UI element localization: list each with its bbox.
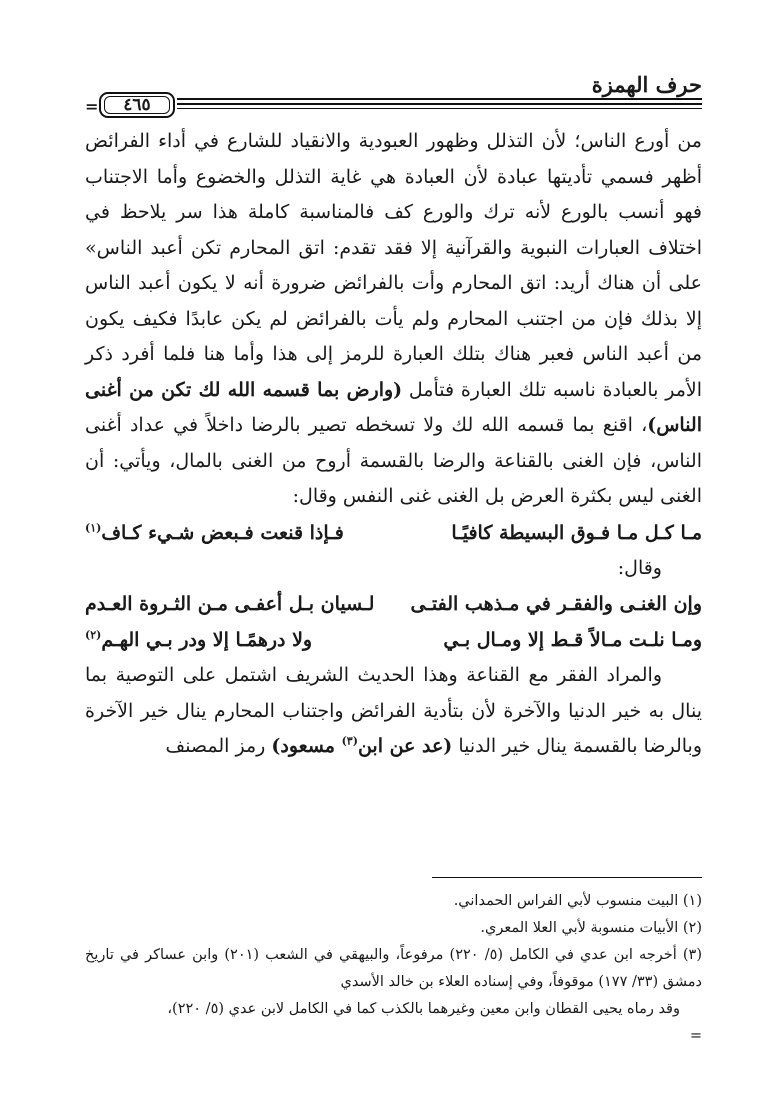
continuation-mark: = <box>85 97 99 116</box>
footnote-separator <box>432 877 702 878</box>
verse-line: مـا كـل مـا فـوق البسيطة كافيًـا فـإذا قنعت فـبعض شـيء كـاف$^{(١)}$ <box>85 521 702 544</box>
chapter-title: حرف الهمزة <box>591 72 702 97</box>
said-label: وقال: <box>617 556 662 579</box>
continuation-mark: = <box>689 1028 702 1044</box>
verse-line: وإن الغنـى والفقـر في مـذهب الفتـى لـسيان بـل أعفـى مـن الثـروة العـدم <box>85 593 702 615</box>
footnote: (٢) الأبيات منسوبة لأبي العلا المعري. <box>480 920 702 936</box>
paragraph: من أورع الناس؛ لأن التذلل وظهور العبودية والانقياد للشارع في أداء الفرائض أظهر فسمي تأديتها عبادة لأن العبادة هي غاية التذلل والخضوع وأما الاجتناب فهو أنسب بالورع لأنه ترك والورع كف فالمناسبة كاملة هذا سر يلاحظ في اختلاف العبارات النبوية والقرآنية إلا فقد تقدم: اتق المحارم تكن أعبد الناس» على أن هناك أريد: اتق المحارم وأت بالفرائض ضرورة أنه لا يكون أعبد الناس إلا بذلك فإن من اجتنب المحارم ولم يأت بالفرائض لم يكن عابدًا فكيف يكون من أعبد الناس فعبر هناك بتلك العبارة للرمز إلى هذا وأما هنا فلما أفرد ذكر الأمر بالعبادة ناسبه تلك العبارة فتأمل (وارض بما قسمه الله لك تكن من أغنى الناس)، اقنع بما قسمه الله لك ولا تسخطه تصير بالرضا داخلاً في عداد أغنى الناس، فإن الغنى بالقناعة والرضا بالقسمة أروح من الغنى بالمال، ويأتي: أن الغنى ليس بكثرة العرض بل الغنى غنى النفس وقال: <box>85 130 702 507</box>
footnote: (٣) أخرجه ابن عدي في الكامل (٥/ ٢٢٠) مرفوعاً، والبيهقي في الشعب (٢٠١) وابن عساكر في تاريخ دمشق (٣٣/ ١٧٧) موقوفاً، وفي إسناده العلاء بن خالد الأسدي <box>85 947 702 990</box>
footnote-continuation: وقد رماه يحيى القطان وابن معين وغيرهما بالكذب كما في الكامل لابن عدي (٥/ ٢٢٠)، <box>167 1001 680 1017</box>
paragraph: والمراد الفقر مع القناعة وهذا الحديث الشريف اشتمل على التوصية بما ينال به خير الدنيا والآخرة لأن بتأدية الفرائض واجتناب المحارم ينال خير الآخرة وبالرضا بالقسمة ينال خير الدنيا (عد عن ابن$^{(٣)}$ مسعود) رمز المصنف <box>85 664 702 757</box>
footnotes <box>85 888 702 1050</box>
footnote-marker: (٢) <box>85 628 102 642</box>
footnote: (١) البيت منسوب لأبي الفراس الحمداني. <box>453 893 702 909</box>
footnote-marker: (١) <box>85 521 102 535</box>
source-reference: (عد عن ابن$^{(٣)}$ مسعود) <box>271 734 453 757</box>
verse-line: ومـا نلـت مـالاً قـط إلا ومـال بـي ولا درهمًـا إلا ودر بـي الهـم$^{(٢)}$ <box>85 628 702 651</box>
header-rule <box>85 92 702 116</box>
main-text <box>85 124 702 765</box>
hadith-quote: (وارض بما قسمه الله لك تكن من أغنى الناس) <box>85 378 702 436</box>
page-number: ٤٦٥ <box>99 92 175 118</box>
